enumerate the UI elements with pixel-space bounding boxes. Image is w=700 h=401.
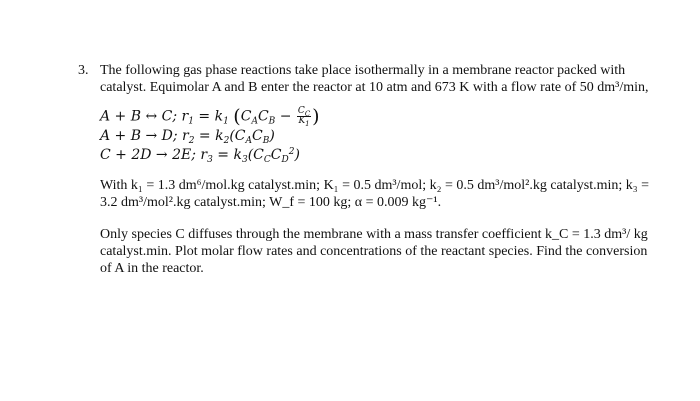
- equation-3: C + 2D → 2E; $r_3 = k_3(C_CC_D^2)$: [100, 146, 300, 165]
- parameters-paragraph: With k₁ = 1.3 dm⁶/mol.kg catalyst.min; K₁ = 0.5 dm³/mol; k₂ = 0.5 dm³/mol².kg catalyst.min; k₃ = 3.2 dm³/mol².kg catalyst.min; W_f = 100 kg; α = 0.009 kg⁻¹.: [100, 177, 650, 210]
- problem-intro: The following gas phase reactions take place isothermally in a membrane reactor packed with catalyst. Equimolar A and B enter the reactor at 10 atm and 673 K with a flow rate of 50 dm³/min,: [100, 63, 649, 95]
- equation-2: A + B → D; $r_2 = k_2(C_AC_B)$: [100, 127, 275, 146]
- equation-1: A + B ↔ C; $r_1 = k_1$ ($C_AC_B$ − $\frac{C_C}{K_1}$ ): [100, 105, 320, 128]
- problem-3: [78, 62, 662, 277]
- problem-number: 3.: [78, 63, 89, 78]
- reaction-equations: [100, 107, 662, 165]
- task-paragraph: Only species C diffuses through the membrane with a mass transfer coefficient k_C = 1.3 dm³/ kg catalyst.min. Plot molar flow rates and concentrations of the reactant species. Find the conversion of A in the reactor.: [100, 226, 648, 276]
